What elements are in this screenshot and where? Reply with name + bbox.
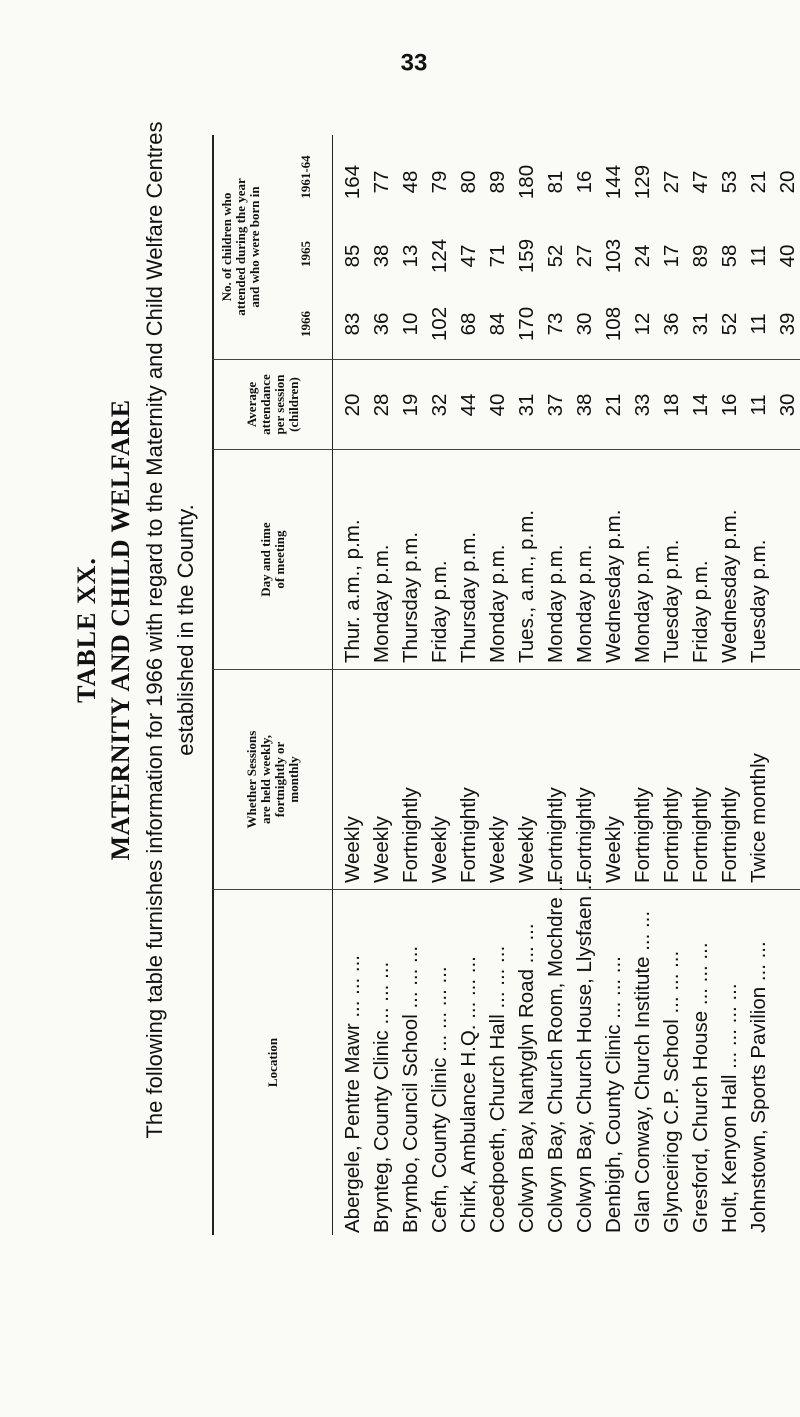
attendance-cell: 31	[515, 393, 538, 417]
born-1961-64-cell: 129	[631, 164, 654, 200]
day-time-cell: Monday p.m.	[631, 544, 654, 663]
born-1965-cell: 17	[660, 244, 683, 268]
frequency-cell: Weekly	[486, 816, 509, 883]
born-1961-64-cell: 81	[544, 170, 567, 194]
location-cell: Cefn, County Clinic ... ... ... ...	[428, 966, 451, 1233]
table-row	[367, 135, 396, 1235]
attendance-cell: 38	[573, 393, 596, 417]
location-cell: Brymbo, Council School ... ... ...	[399, 945, 422, 1233]
day-time-cell: Monday p.m.	[544, 544, 567, 663]
day-time-cell: Tuesday p.m.	[660, 539, 683, 663]
born-1961-64-cell: 47	[689, 170, 712, 194]
born-1965-cell: 103	[602, 238, 625, 274]
attendance-cell: 32	[428, 393, 451, 417]
born-1966-cell: 84	[486, 312, 509, 336]
table-row	[541, 135, 570, 1235]
intro-line-2: established in the County.	[173, 504, 198, 756]
born-1961-64-cell: 16	[573, 170, 596, 194]
born-1961-64-cell: 164	[341, 164, 364, 200]
frequency-cell: Fortnightly	[689, 787, 712, 883]
header-rule	[332, 135, 333, 1235]
frequency-cell: Fortnightly	[573, 787, 596, 883]
attendance-cell: 28	[370, 393, 393, 417]
header-year-1965: 1965	[298, 241, 313, 267]
header-day-time: Day and time of meeting	[258, 522, 287, 597]
attendance-cell: 30	[776, 393, 799, 417]
born-1966-cell: 31	[689, 312, 712, 336]
frequency-cell: Weekly	[428, 816, 451, 883]
attendance-cell: 37	[544, 393, 567, 417]
table-label: TABLE XX.	[72, 557, 101, 703]
day-time-cell: Thursday p.m.	[399, 531, 422, 663]
location-cell: Colwyn Bay, Nantyglyn Road ... ...	[515, 923, 538, 1233]
born-1966-cell: 52	[718, 312, 741, 336]
frequency-cell: Twice monthly	[747, 753, 770, 883]
day-time-cell: Tues., a.m., p.m.	[515, 509, 538, 663]
header-location: Location	[265, 1037, 280, 1088]
attendance-cell: 14	[689, 393, 712, 417]
frequency-cell: Weekly	[602, 816, 625, 883]
born-1961-64-cell: 89	[486, 170, 509, 194]
born-1961-64-cell: 27	[660, 170, 683, 194]
header-year-1966: 1966	[298, 311, 313, 337]
born-1965-cell: 52	[544, 244, 567, 268]
born-1965-cell: 11	[747, 245, 770, 267]
born-1965-cell: 24	[631, 244, 654, 268]
day-time-cell: Monday p.m.	[573, 544, 596, 663]
location-cell: Glan Conway, Church Institute ... ...	[631, 910, 654, 1233]
attendance-cell: 40	[486, 393, 509, 417]
frequency-cell: Weekly	[341, 816, 364, 883]
born-1966-cell: 10	[399, 312, 422, 336]
header-attendance: Average attendance per session (children)	[244, 374, 301, 435]
page-title: MATERNITY AND CHILD WELFARE	[106, 399, 135, 861]
table-row	[512, 135, 541, 1235]
location-cell: Holt, Kenyon Hall ... ... ... ...	[718, 983, 741, 1233]
table-row	[686, 135, 715, 1235]
location-cell: Glynceiriog C.P. School ... ... ...	[660, 950, 683, 1233]
day-time-cell: Tuesday p.m.	[747, 539, 770, 663]
born-1965-cell: 27	[573, 244, 596, 268]
table-row	[657, 135, 686, 1235]
header-year-1961-64: 1961-64	[298, 155, 313, 199]
attendance-cell: 44	[457, 393, 480, 417]
born-1965-cell: 85	[341, 244, 364, 268]
intro-line-1: The following table furnishes information for 1966 with regard to the Maternity and Child Welfare Centres	[142, 121, 167, 1139]
frequency-cell: Fortnightly	[457, 787, 480, 883]
location-cell: Johnstown, Sports Pavilion ... ...	[747, 941, 770, 1233]
born-1966-cell: 170	[515, 306, 538, 342]
location-cell: Brynteg, County Clinic ... ... ...	[370, 961, 393, 1233]
table-row	[599, 135, 628, 1235]
day-time-cell: Thur. a.m., p.m.	[341, 519, 364, 663]
table-row	[715, 135, 744, 1235]
born-1961-64-cell: 53	[718, 170, 741, 194]
day-time-cell: Thursday p.m.	[457, 531, 480, 663]
attendance-cell: 20	[341, 393, 364, 417]
location-cell: Abergele, Pentre Mawr ... ... ...	[341, 954, 364, 1233]
frequency-cell: Fortnightly	[631, 787, 654, 883]
born-1965-cell: 159	[515, 238, 538, 274]
location-cell: Colwyn Bay, Church Room, Mochdre ...	[544, 874, 567, 1233]
attendance-cell: 21	[602, 393, 625, 417]
born-1966-cell: 12	[631, 312, 654, 336]
born-1966-cell: 36	[660, 312, 683, 336]
table-row	[338, 135, 367, 1235]
page-number: 33	[400, 49, 428, 77]
table-row	[773, 135, 800, 1235]
day-time-cell: Monday p.m.	[370, 544, 393, 663]
frequency-cell: Fortnightly	[718, 787, 741, 883]
born-1961-64-cell: 180	[515, 164, 538, 200]
born-1966-cell: 39	[776, 312, 799, 336]
born-1966-cell: 36	[370, 312, 393, 336]
day-time-cell: Wednesday p.m.	[602, 509, 625, 663]
attendance-cell: 11	[747, 394, 770, 416]
frequency-cell: Fortnightly	[660, 787, 683, 883]
location-cell: Chirk, Ambulance H.Q. ... ... ...	[457, 956, 480, 1233]
day-time-cell: Friday p.m.	[689, 560, 712, 663]
born-1965-cell: 58	[718, 244, 741, 268]
frequency-cell: Fortnightly	[399, 787, 422, 883]
born-1965-cell: 47	[457, 244, 480, 268]
born-1966-cell: 68	[457, 312, 480, 336]
table-row	[396, 135, 425, 1235]
born-1961-64-cell: 80	[457, 170, 480, 194]
born-1961-64-cell: 77	[370, 170, 393, 194]
born-1961-64-cell: 48	[399, 170, 422, 194]
location-cell: Coedpoeth, Church Hall ... ... ...	[486, 945, 509, 1233]
born-1965-cell: 71	[486, 244, 509, 268]
location-cell: Denbigh, County Clinic ... ... ...	[602, 956, 625, 1233]
frequency-cell: Weekly	[515, 816, 538, 883]
header-sessions: Whether Sessions are held weekly, fortnightly or monthly	[244, 730, 301, 829]
born-1961-64-cell: 21	[747, 170, 770, 194]
born-1965-cell: 13	[399, 244, 422, 268]
born-1965-cell: 124	[428, 238, 451, 274]
day-time-cell: Friday p.m.	[428, 560, 451, 663]
table-row	[454, 135, 483, 1235]
attendance-cell: 19	[399, 393, 422, 417]
location-cell: Gresford, Church House ... ... ...	[689, 942, 712, 1233]
born-1965-cell: 40	[776, 244, 799, 268]
attendance-cell: 33	[631, 393, 654, 417]
table-row	[425, 135, 454, 1235]
born-1966-cell: 102	[428, 306, 451, 342]
born-1966-cell: 83	[341, 312, 364, 336]
born-1966-cell: 108	[602, 306, 625, 342]
table-row	[483, 135, 512, 1235]
day-time-cell: Wednesday p.m.	[718, 509, 741, 663]
welfare-centres-table	[212, 135, 799, 1235]
table-row	[628, 135, 657, 1235]
born-1961-64-cell: 144	[602, 164, 625, 200]
born-1966-cell: 30	[573, 312, 596, 336]
frequency-cell: Weekly	[370, 816, 393, 883]
born-1966-cell: 11	[747, 313, 770, 335]
table-row	[744, 135, 773, 1235]
day-time-cell: Monday p.m.	[486, 544, 509, 663]
frequency-cell: Fortnightly	[544, 787, 567, 883]
attendance-cell: 16	[718, 393, 741, 417]
attendance-cell: 18	[660, 393, 683, 417]
born-1961-64-cell: 20	[776, 170, 799, 194]
born-1961-64-cell: 79	[428, 170, 451, 194]
top-rule	[212, 135, 214, 1235]
born-1965-cell: 89	[689, 244, 712, 268]
born-1966-cell: 73	[544, 312, 567, 336]
rotated-page	[70, 15, 799, 1245]
table-row	[570, 135, 599, 1235]
born-1965-cell: 38	[370, 244, 393, 268]
location-cell: Colwyn Bay, Church House, Llysfaen ...	[573, 873, 596, 1233]
header-children-group: No. of children who attended during the year and who were born in	[219, 178, 262, 316]
